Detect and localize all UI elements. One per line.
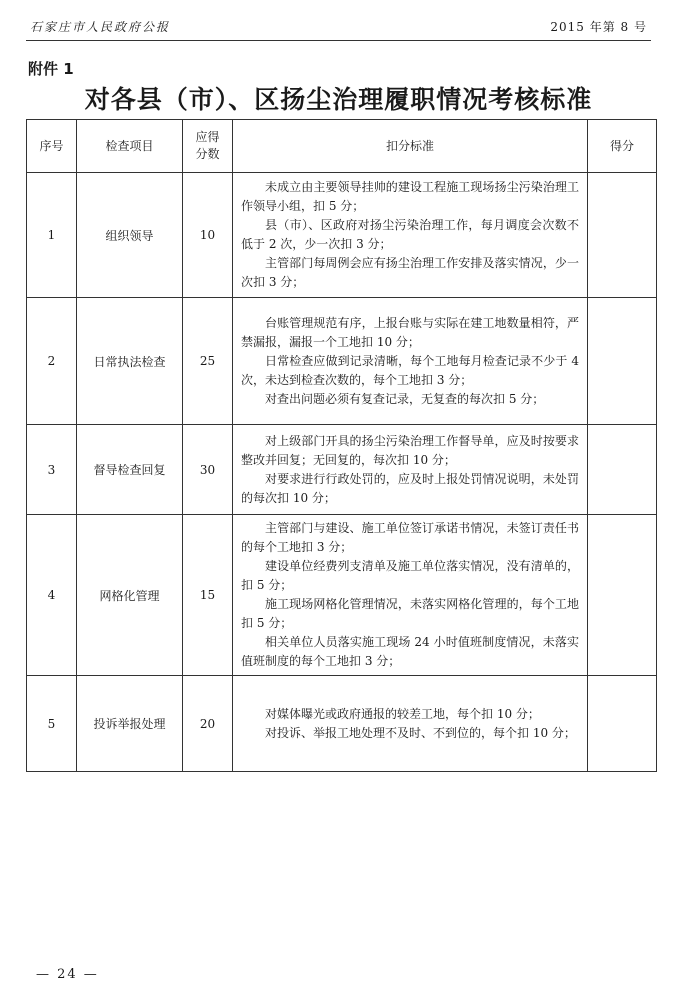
annex-label: 附件 1: [28, 60, 74, 78]
column-header-obtained: 得分: [588, 120, 657, 173]
criteria-line: 未成立由主要领导挂帅的建设工程施工现场扬尘污染治理工作领导小组，扣 5 分；: [241, 180, 579, 213]
table-row: [27, 425, 657, 515]
criteria-line: 台账管理规范有序，上报台账与实际在建工地数量相符，严禁漏报，漏报一个工地扣 10 分；: [241, 315, 579, 349]
row-criteria: [233, 173, 588, 298]
table-row: [27, 173, 657, 298]
row-score: 15: [183, 515, 233, 676]
row-obtained: [588, 515, 657, 676]
row-criteria: [233, 425, 588, 515]
column-header-score: [183, 120, 233, 173]
row-obtained: [588, 676, 657, 772]
publication-name: 石家庄市人民政府公报: [30, 20, 171, 34]
row-criteria: [233, 298, 588, 425]
row-no: 5: [27, 676, 77, 772]
criteria-line: 对查出问题必须有复查记录，无复查的每次扣 5 分；: [265, 391, 545, 406]
row-no: 4: [27, 515, 77, 676]
document-title: 对各县（市）、区扬尘治理履职情况考核标准: [84, 85, 593, 114]
row-score: 20: [183, 676, 233, 772]
row-item: 投诉举报处理: [77, 676, 183, 772]
criteria-line: 对投诉、举报工地处理不及时、不到位的，每个扣 10 分；: [265, 725, 576, 740]
criteria-line: 对要求进行行政处罚的，应及时上报处罚情况说明，未处罚的每次扣 10 分；: [241, 471, 579, 505]
row-criteria: [233, 676, 588, 772]
column-header-score-line1: 应得: [195, 130, 220, 144]
assessment-table: [26, 119, 657, 772]
row-score: 25: [183, 298, 233, 425]
table-row: [27, 515, 657, 676]
row-item: 网格化管理: [77, 515, 183, 676]
criteria-line: 建设单位经费列支清单及施工单位落实情况，没有清单的，扣 5 分；: [241, 559, 579, 592]
row-no: 3: [27, 425, 77, 515]
criteria-line: 县（市）、区政府对扬尘污染治理工作，每月调度会次数不低于 2 次，少一次扣 3 分；: [241, 218, 579, 251]
table-row: [27, 676, 657, 772]
row-item: 日常执法检查: [77, 298, 183, 425]
criteria-line: 日常检查应做到记录清晰，每个工地每月检查记录不少于 4 次，未达到检查次数的，每个工地扣 3 分；: [241, 353, 579, 387]
row-obtained: [588, 298, 657, 425]
row-item: 组织领导: [77, 173, 183, 298]
column-header-no: 序号: [27, 120, 77, 173]
column-header-item: 检查项目: [77, 120, 183, 173]
page-number: — 24 —: [36, 967, 99, 982]
criteria-line: 对上级部门开具的扬尘污染治理工作督导单，应及时按要求整改并回复；无回复的，每次扣 10 分；: [241, 433, 579, 467]
issue-number: 2015 年第 8 号: [550, 20, 647, 34]
column-header-score-line2: 分数: [195, 147, 220, 161]
criteria-line: 相关单位人员落实施工现场 24 小时值班制度情况，未落实值班制度的每个工地扣 3 分；: [241, 635, 579, 668]
criteria-line: 主管部门每周例会应有扬尘治理工作安排及落实情况，少一次扣 3 分；: [241, 256, 579, 289]
row-obtained: [588, 425, 657, 515]
row-no: 2: [27, 298, 77, 425]
criteria-line: 对媒体曝光或政府通报的较差工地，每个扣 10 分；: [265, 706, 540, 721]
row-score: 30: [183, 425, 233, 515]
column-header-criteria: 扣分标准: [233, 120, 588, 173]
page-header: [26, 14, 651, 41]
criteria-line: 主管部门与建设、施工单位签订承诺书情况，未签订责任书的每个工地扣 3 分；: [241, 521, 579, 554]
row-item: 督导检查回复: [77, 425, 183, 515]
row-no: 1: [27, 173, 77, 298]
row-criteria: [233, 515, 588, 676]
table-row: [27, 298, 657, 425]
table-header-row: [27, 120, 657, 173]
row-score: 10: [183, 173, 233, 298]
row-obtained: [588, 173, 657, 298]
criteria-line: 施工现场网格化管理情况，未落实网格化管理的，每个工地扣 5 分；: [241, 597, 579, 630]
